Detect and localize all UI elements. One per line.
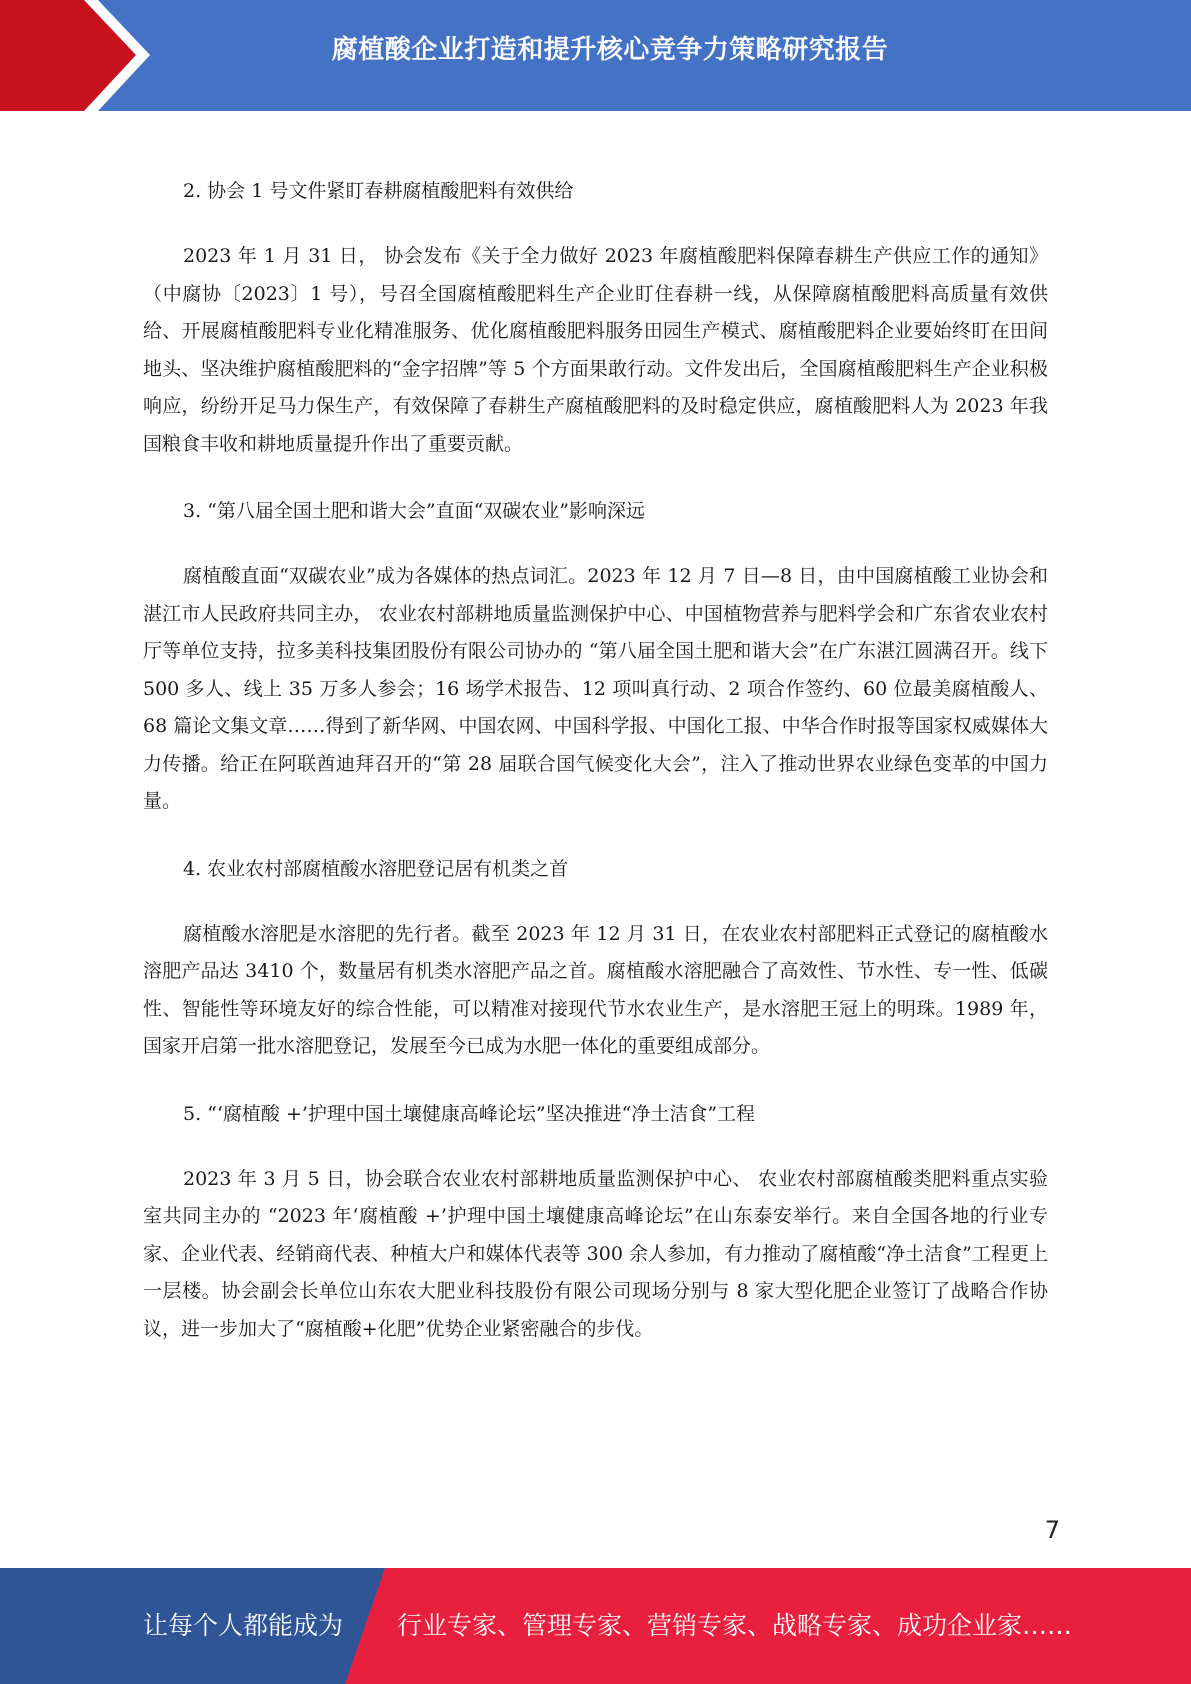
section-3: [143, 492, 1048, 821]
section-heading: 2. 协会 1 号文件紧盯春耕腐植酸肥料有效供给: [183, 180, 574, 202]
section-5: [143, 1095, 1048, 1349]
page-number: 7: [1044, 1516, 1060, 1544]
header-title: 腐植酸企业打造和提升核心竞争力策略研究报告: [331, 35, 889, 65]
section-paragraph: 2023 年 3 月 5 日，协会联合农业农村部耕地质量监测保护中心、 农业农村部腐植酸类肥料重点实验室共同主办的 “2023 年‘腐植酸 +’护理中国土壤健康高峰论坛”在山东泰安举行。来自全国各地的行业专家、企业代表、经销商代表、种植大户和媒体代表等 300 余人参加，有力推动了腐植酸“净土洁食”工程更上一层楼。协会副会长单位山东农大肥业科技股份有限公司现场分别与 8 家大型化肥企业签订了战略合作协议，进一步加大了“腐植酸+化肥”优势企业紧密融合的步伐。: [143, 1167, 1048, 1340]
section-paragraph: 腐植酸水溶肥是水溶肥的先行者。截至 2023 年 12 月 31 日，在农业农村部肥料正式登记的腐植酸水溶肥产品达 3410 个，数量居有机类水溶肥产品之首。腐植酸水溶肥融合了高效性、节水性、专一性、低碳性、智能性等环境友好的综合性能，可以精准对接现代节水农业生产，是水溶肥王冠上的明珠。1989 年，国家开启第一批水溶肥登记，发展至今已成为水肥一体化的重要组成部分。: [143, 922, 1048, 1057]
section-4: [143, 850, 1048, 1066]
section-2: [143, 172, 1048, 463]
section-paragraph: 2023 年 1 月 31 日， 协会发布《关于全力做好 2023 年腐植酸肥料保障春耕生产供应工作的通知》（中腐协〔2023〕1 号），号召全国腐植酸肥料生产企业盯住春耕一线，从保障腐植酸肥料高质量有效供给、开展腐植酸肥料专业化精准服务、优化腐植酸肥料服务田园生产模式、腐植酸肥料企业要始终盯在田间地头、坚决维护腐植酸肥料的“金字招牌”等 5 个方面果敢行动。文件发出后，全国腐植酸肥料生产企业积极响应，纷纷开足马力保生产，有效保障了春耕生产腐植酸肥料的及时稳定供应，腐植酸肥料人为 2023 年我国粮食丰收和耕地质量提升作出了重要贡献。: [143, 245, 1048, 455]
footer-slogan-right: 行业专家、管理专家、营销专家、战略专家、成功企业家……: [397, 1611, 1073, 1640]
page-header: [0, 0, 1191, 111]
section-heading: 3. “第八届全国土肥和谐大会”直面“双碳农业”影响深远: [183, 500, 646, 522]
footer-slogan-left: 让每个人都能成为: [143, 1611, 344, 1640]
section-heading: 4. 农业农村部腐植酸水溶肥登记居有机类之首: [183, 857, 569, 880]
section-paragraph: 腐植酸直面“双碳农业”成为各媒体的热点词汇。2023 年 12 月 7 日—8 日，由中国腐植酸工业协会和湛江市人民政府共同主办， 农业农村部耕地质量监测保护中心、中国植物营养与肥料学会和广东省农业农村厅等单位支持，拉多美科技集团股份有限公司协办的 “第八届全国土肥和谐大会”在广东湛江圆满召开。线下 500 多人、线上 35 万多人参会；16 场学术报告、12 项叫真行动、2 项合作签约、60 位最美腐植酸人、68 篇论文集文章……得到了新华网、中国农网、中国科学报、中国化工报、中华合作时报等国家权威媒体大力传播。给正在阿联酋迪拜召开的“第 28 届联合国气候变化大会”，注入了推动世界农业绿色变革的中国力量。: [143, 565, 1048, 812]
page-body: [143, 172, 1048, 1377]
page-footer: [0, 1568, 1191, 1684]
section-heading: 5. “‘腐植酸 +’护理中国土壤健康高峰论坛”坚决推进“净土洁食”工程: [183, 1102, 756, 1125]
